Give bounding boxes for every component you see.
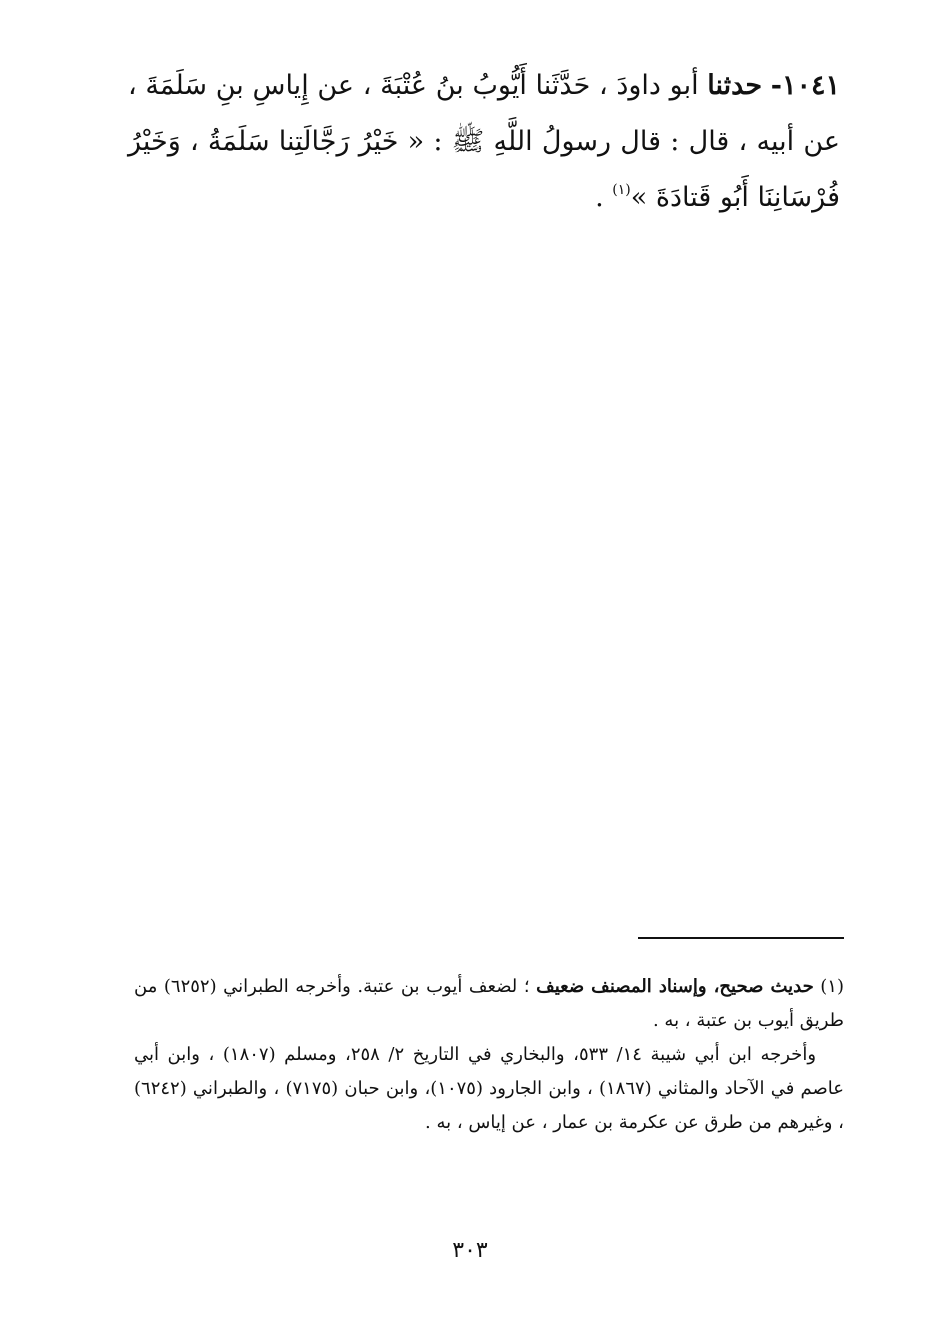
page-number: ٣٠٣ [452, 1238, 488, 1263]
hadith-end-period: . [595, 182, 613, 213]
footnotes [134, 970, 844, 1140]
footnote-1 [134, 970, 844, 1038]
footnote-1-continuation [134, 1038, 844, 1140]
footnote-1-grading: حديث صحيح، وإسناد المصنف ضعيف [536, 976, 814, 997]
footnote-2-text: وأخرجه ابن أبي شيبة ١٤/ ٥٣٣، والبخاري في التاريخ ٢/ ٢٥٨، ومسلم (١٨٠٧) ، وابن أبي عاصم في الآحاد والمثاني (١٨٦٧) ، وابن الجارود (١٠٧٥)، وابن حبان (٧١٧٥) ، والطبراني (٦٢٤٢) ، وغيرهم من طرق عن عكرمة بن عمار ، عن إياس ، به . [134, 1044, 844, 1133]
hadith-number: ١٠٤١- [770, 70, 840, 101]
footnote-1-text: ؛ لضعف أيوب بن عتبة. وأخرجه الطبراني (٦٢٥٢) من طريق أيوب بن عتبة ، به . [134, 976, 844, 1031]
hadith-body: أبو داودَ ، حَدَّثَنا أَيُّوبُ بنُ عُتْبَةَ ، عن إِياسِ بنِ سَلَمَةَ ، عن أبيه ، قال : قال رسولُ اللَّهِ ﷺ : « خَيْرُ رَجَّالَتِنا سَلَمَةُ ، وَخَيْرُ فُرْسَانِنَا أَبُو قَتادَةَ » [128, 70, 840, 213]
hadith-text [128, 58, 840, 226]
hadith-lead-word: حدثنا [707, 70, 763, 101]
footnote-1-marker: (١) [820, 976, 844, 997]
footnote-separator [638, 937, 844, 939]
footnote-reference[interactable]: (١) [612, 182, 631, 198]
